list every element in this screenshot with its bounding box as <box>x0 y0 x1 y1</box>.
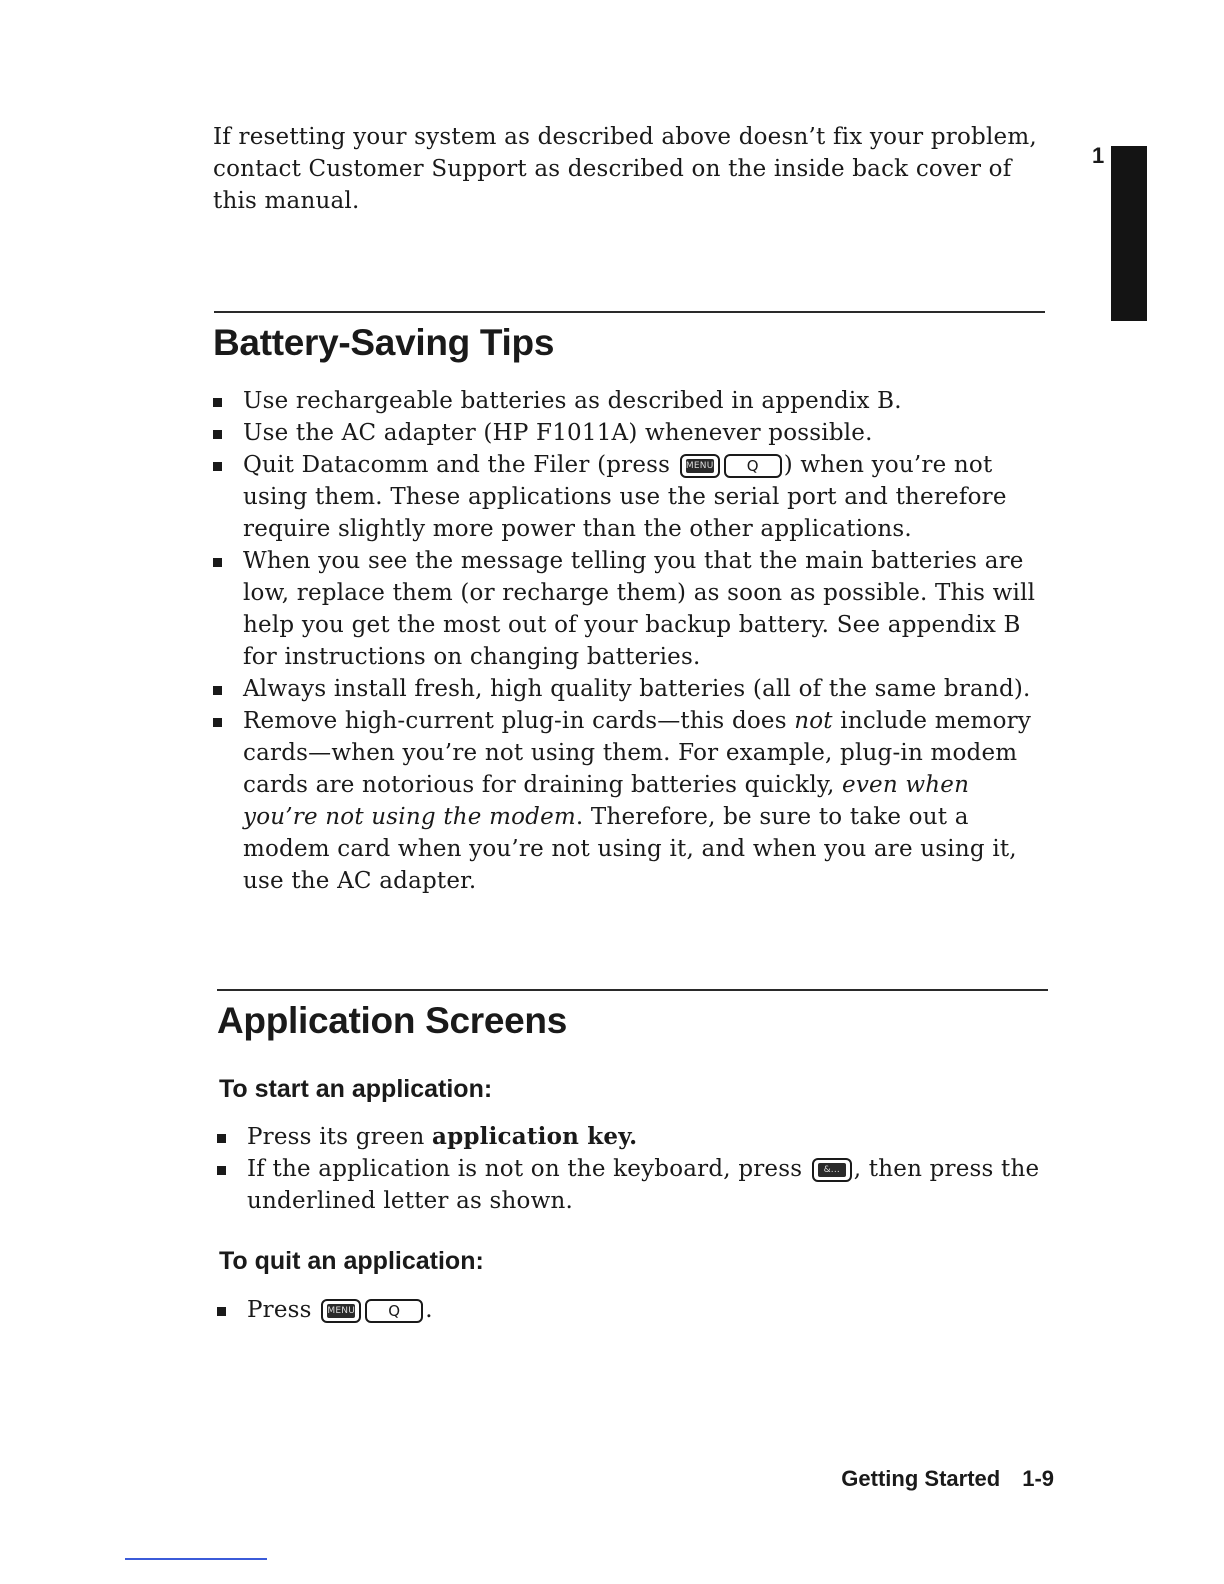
application-screens-heading: Application Screens <box>217 1000 568 1041</box>
battery-tips-list <box>213 385 1043 897</box>
page-footer <box>841 1466 1054 1492</box>
start-application-subheading: To start an application: <box>219 1075 493 1103</box>
start-steps-list <box>217 1121 1047 1217</box>
list-item: Remove high-current plug-in cards—this does not include memory cards—when you’re not using them. For example, plug-in modem cards are notorious for draining batteries quickly, even when you’re not using the modem. Therefore, be sure to take out a modem card when you’re not using it, and when you are using it, use the AC adapter. <box>213 705 1043 897</box>
list-item: Use rechargeable batteries as described in appendix B. <box>213 385 1043 417</box>
list-item: Press its green application key. <box>217 1121 1047 1153</box>
footer-section-title: Getting Started <box>841 1466 1001 1491</box>
section-rule <box>217 989 1048 991</box>
intro-paragraph: If resetting your system as described above doesn’t fix your problem, contact Customer Support as described on the inside back cover of this manual. <box>213 124 1037 214</box>
chapter-tab-marker <box>1111 146 1147 321</box>
bottom-edge-line <box>125 1558 267 1560</box>
list-item: Press MENU Q . <box>217 1294 1047 1326</box>
battery-heading: Battery-Saving Tips <box>213 322 555 363</box>
list-item: If the application is not on the keyboard, press &... , then press the underlined letter as shown. <box>217 1153 1047 1217</box>
menu-key-icon: MENU <box>321 1299 361 1323</box>
list-item: Use the AC adapter (HP F1011A) whenever possible. <box>213 417 1043 449</box>
section-rule <box>214 311 1045 313</box>
more-apps-key-icon: &... <box>812 1158 852 1182</box>
quit-application-subheading: To quit an application: <box>219 1247 484 1275</box>
menu-key-icon: MENU <box>680 454 720 478</box>
chapter-tab-number: 1 <box>1092 143 1105 168</box>
list-item: Quit Datacomm and the Filer (press MENU Q ) when you’re not using them. These applications use the serial port and therefore require slightly more power than the other applications. <box>213 449 1043 545</box>
list-item: Always install fresh, high quality batteries (all of the same brand). <box>213 673 1043 705</box>
list-item: When you see the message telling you that the main batteries are low, replace them (or recharge them) as soon as possible. This will help you get the most out of your backup battery. See appendix B for instructions on changing batteries. <box>213 545 1043 673</box>
q-key-icon: Q <box>365 1299 423 1323</box>
q-key-icon: Q <box>724 454 782 478</box>
quit-steps-list <box>217 1294 1047 1326</box>
page-number: 1-9 <box>1022 1466 1054 1491</box>
